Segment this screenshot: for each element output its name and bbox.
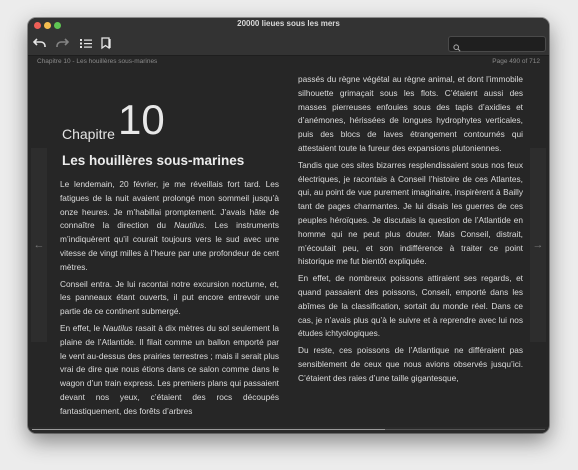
search-box[interactable] [448,36,546,52]
chevron-right-icon: → [532,239,544,251]
left-page-text [60,178,279,419]
chapter-title: Les houillères sous-marines [62,153,245,168]
redo-arrow-icon[interactable] [55,37,71,51]
paragraph: passés du règne végétal au règne animal, et dont l’immobile silhouette grimaçait sous les flots. C’étaient aussi des masses pierreuses enfouies sous des tapis d’axidies et d’anémones, hérissées de longues hydrophytes verticales, puis des blocs de laves étrangement contournés qui attestaient toute la fureur des expansions plutoniennes. [298,74,523,153]
list-icon[interactable] [79,37,95,51]
title-bar [28,18,549,33]
chevron-left-icon: ← [33,239,45,251]
right-page-text [298,73,523,386]
progress-bar[interactable] [28,427,549,433]
next-page-button[interactable] [530,148,546,342]
paragraph: En effet, le Nautilus rasait à dix mètres du sol seulement la plaine de l’Atlantide. Il filait comme un ballon emporté par le vent au-dessus des prairies terrestres ; mais il serait plus vrai de dire que nous étions dans ce salon comme dans le wagon d’un train express. Les premiers plans qui passaient devant nos yeux, c’étaient des rocs découpés fantastiquement, des forêts d’arbres [60,322,279,416]
paragraph: Le lendemain, 20 février, je me réveillais fort tard. Les fatigues de la nuit avaient prolongé mon sommeil jusqu’à onze heures. Je m’habillai promptement. J’avais hâte de connaître la direction du Nautilus. Les instruments m’indiquèrent qu’il courait toujours vers le sud avec une vitesse de vingt milles à l’heure par une profondeur de cent mètres. [60,179,279,272]
chapter-breadcrumb: Chapitre 10 - Les houillères sous-marines [37,58,158,65]
toolbar [28,33,549,56]
paragraph: En effet, de nombreux poissons attiraient ses regards, et quand passaient des poissons, Conseil, emporté dans les abîmes de la classification, sortait du monde réel. Dans ce cas, je n’avais plus qu’à le suivre et à reprendre avec lui nos études ichtyologiques. [298,273,523,339]
progress-fill [32,429,385,430]
search-icon [453,39,461,57]
bookmark-icon[interactable] [100,37,116,51]
page-indicator: Page 490 of 712 [492,58,540,65]
chapter-word: Chapitre [62,126,115,142]
undo-arrow-icon[interactable] [33,37,49,51]
chapter-heading [60,98,274,144]
previous-page-button[interactable] [31,148,47,342]
search-input[interactable] [463,37,541,51]
window-title: 20000 lieues sous les mers [237,19,340,28]
reader-window [28,18,549,433]
info-bar [28,56,549,68]
progress-track [32,429,545,430]
paragraph: Du reste, ces poissons de l’Atlantique ne différaient pas sensiblement de ceux que nous avions observés jusqu’ici. C’étaient des raies d’une taille gigantesque, [298,345,523,383]
chapter-number: 10 [118,96,165,143]
paragraph: Tandis que ces sites bizarres resplendissaient sous nos feux électriques, je racontais à Conseil l’histoire de ces Atlantes, qui, au point de vue purement imaginaire, inspirèrent à Bailly tant de pages charmantes. Je lui disais les guerres de ces peuples héroïques. Je discutais la question de l’Atlantide en homme qui ne peut plus douter. Mais Conseil, distrait, m’écoutait peu, et son indifférence à traiter ce point historique me fut bientôt expliquée. [298,159,523,267]
paragraph: Conseil entra. Je lui racontai notre excursion nocturne, et, les panneaux étant ouverts, il put encore entrevoir une partie de ce continent submergé. [60,278,279,317]
